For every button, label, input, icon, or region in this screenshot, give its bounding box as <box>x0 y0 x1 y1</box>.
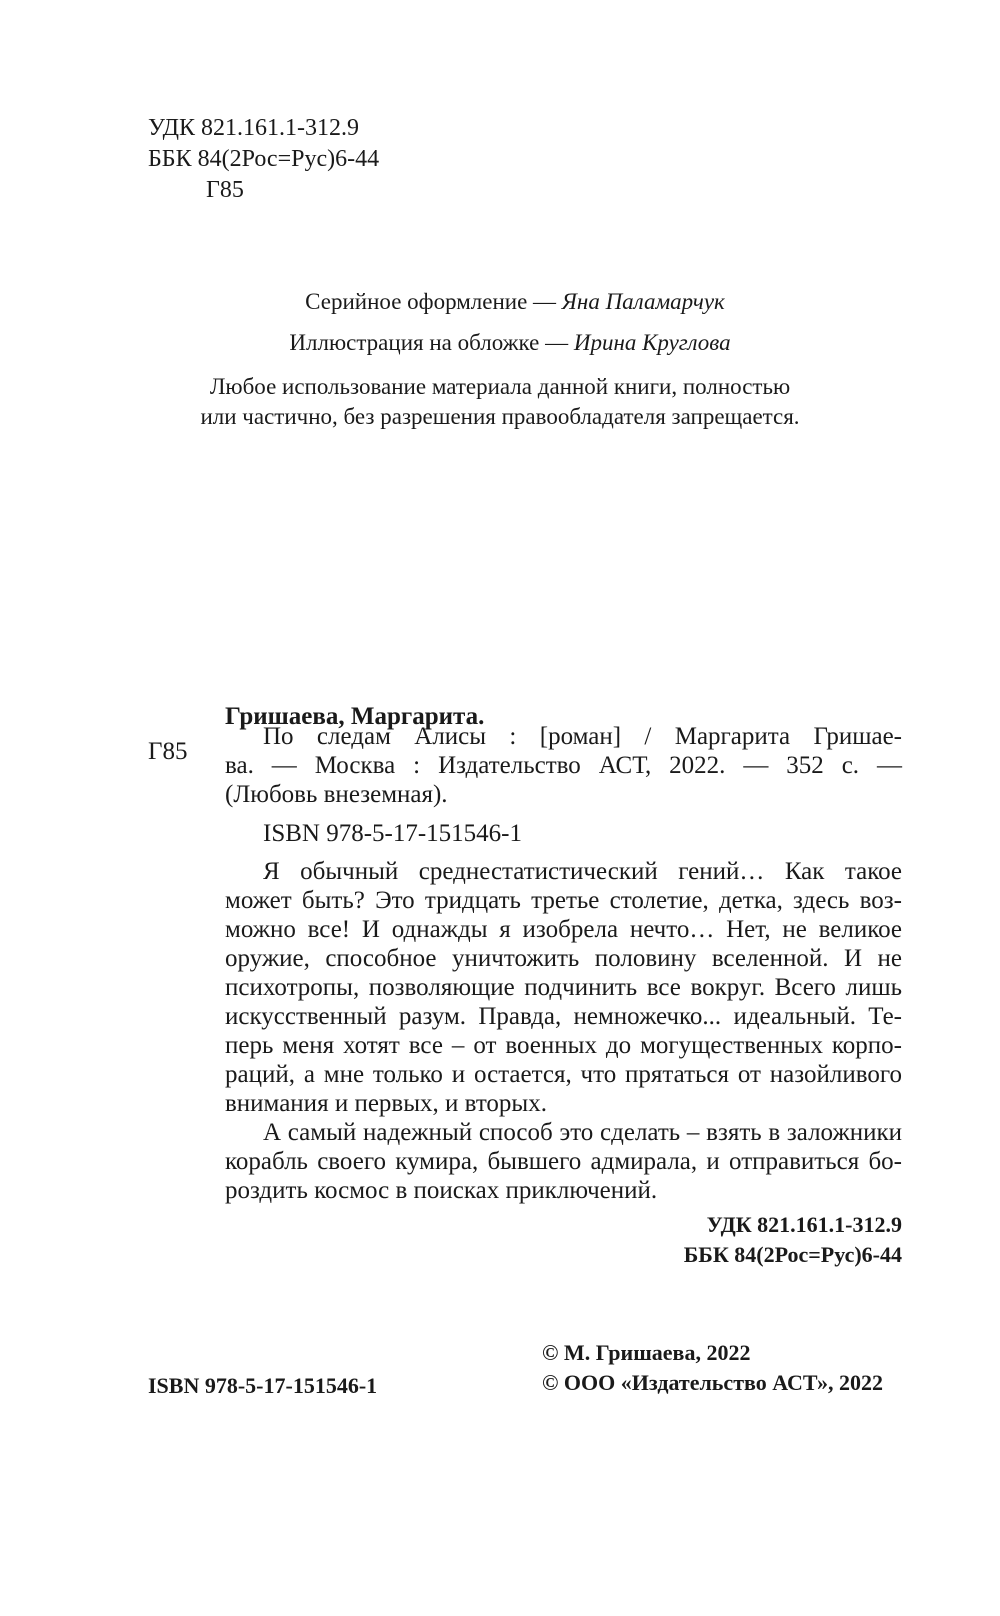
annotation <box>225 857 902 1205</box>
author-mark: Г85 <box>206 177 244 203</box>
cover-illustration-name: Ирина Круглова <box>573 330 731 355</box>
cover-illustration-credit <box>0 328 1000 358</box>
catalog-udk: УДК 821.161.1-312.9 <box>706 1212 902 1237</box>
annotation-line: перь меня хотят все – от военных до могущественных корпо- <box>225 1032 902 1059</box>
top-classification <box>148 113 379 206</box>
footer-copyrights <box>542 1338 883 1398</box>
bibliographic-line: (Любовь внеземная). <box>225 781 448 808</box>
annotation-line: корабль своего кумира, бывшего адмирала, и отправиться бо- <box>225 1148 902 1175</box>
bibliographic-description <box>225 722 902 809</box>
catalog-isbn-block <box>225 819 902 848</box>
bibliographic-line: ва. — Москва : Издательство АСТ, 2022. — 352 с. — <box>225 752 902 779</box>
annotation-line: А самый надежный способ это сделать – взять в заложники <box>263 1119 902 1146</box>
series-design-name: Яна Паламарчук <box>561 289 725 314</box>
udk-code: УДК 821.161.1-312.9 <box>148 115 359 141</box>
annotation-line: можно все! И однажды я изобрела нечто… Нет, не великое <box>225 916 902 943</box>
annotation-line: искусственный разум. Правда, немножечко... идеальный. Те- <box>225 1003 902 1030</box>
annotation-line: психотропы, позволяющие подчинить все вокруг. Всего лишь <box>225 974 902 1001</box>
series-design-credit <box>0 287 1000 317</box>
cover-illustration-label: Иллюстрация на обложке — <box>289 330 574 355</box>
bbk-code: ББК 84(2Рос=Рус)6-44 <box>148 146 380 172</box>
catalog-bbk: ББК 84(2Рос=Рус)6-44 <box>683 1242 902 1267</box>
annotation-line: внимания и первых, и вторых. <box>225 1090 547 1117</box>
catalog-classification <box>684 1210 902 1270</box>
copyright-author: © М. Гришаева, 2022 <box>542 1340 751 1365</box>
annotation-line: оружие, способное уничтожить половину вселенной. И не <box>225 945 902 972</box>
bibliographic-line: По следам Алисы : [роман] / Маргарита Гришае- <box>263 723 902 750</box>
annotation-line: раций, а мне только и остается, что прятаться от назойливого <box>225 1061 902 1088</box>
catalog-isbn: ISBN 978-5-17-151546-1 <box>263 820 523 847</box>
catalog-author-mark: Г85 <box>148 738 188 765</box>
annotation-line: роздить космос в поисках приключений. <box>225 1177 658 1204</box>
series-design-label: Серийное оформление — <box>305 289 562 314</box>
copyright-publisher: © ООО «Издательство АСТ», 2022 <box>542 1370 884 1395</box>
annotation-line: Я обычный среднестатистический гений… Как такое <box>263 858 902 885</box>
copyright-notice-line: или частично, без разрешения правообладателя запрещается. <box>200 404 800 429</box>
annotation-line: может быть? Это тридцать третье столетие, детка, здесь воз- <box>225 887 902 914</box>
copyright-notice <box>0 372 1000 432</box>
copyright-notice-line: Любое использование материала данной книги, полностью <box>209 374 791 399</box>
footer-isbn: ISBN 978-5-17-151546-1 <box>148 1373 378 1398</box>
catalog-author: Гришаева, Маргарита. <box>225 703 485 730</box>
